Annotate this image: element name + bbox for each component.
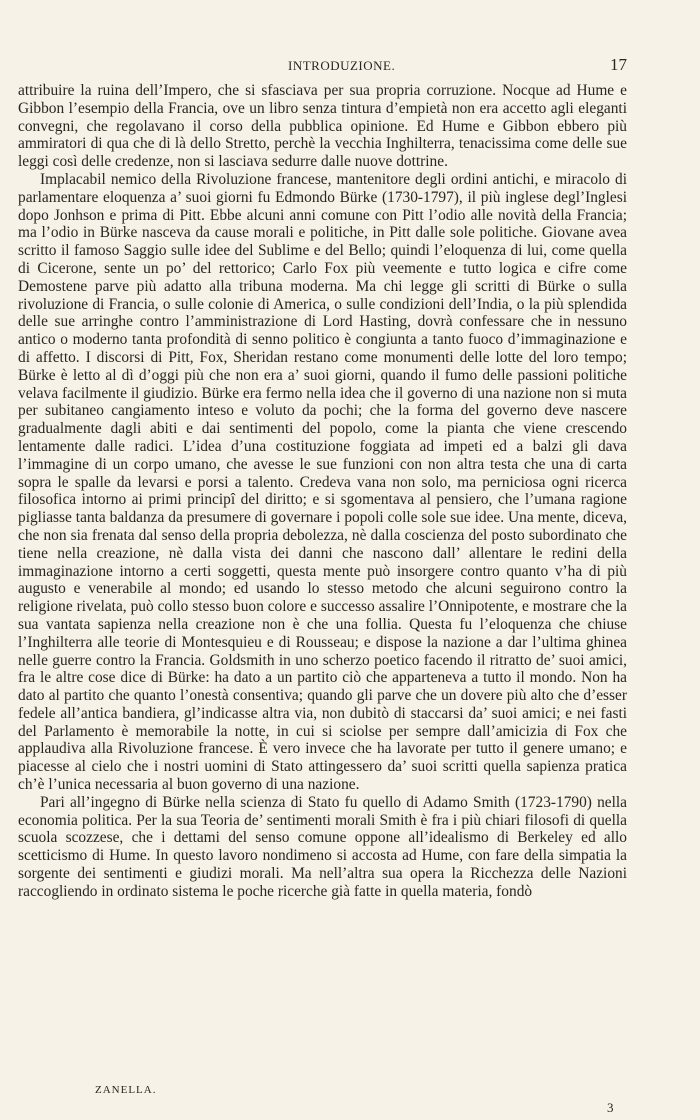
page-footer	[18, 1080, 664, 1120]
running-title: INTRODUZIONE.	[288, 58, 396, 73]
signature-mark: 3	[607, 1100, 614, 1115]
body-text	[18, 82, 627, 901]
paragraph-1: attribuire la ruina dell’Impero, che si sfasciava per sua propria corruzione. Nocque ad Hume e Gibbon l’esempio della Francia, ove un libro senza tintura d’empietà non era accetto agli eleganti convegni, che regolavano il corso della pubblica opinione. Ed Hume e Gibbon ebbero più ammiratori di qua che di là dello Stretto, perchè la vecchia Inghilterra, tenacissima come delle sue leggi così delle credenze, non si lasciava sedurre dalle nuove dottrine.	[18, 82, 627, 171]
page-number: 17	[610, 55, 627, 74]
page-header	[18, 52, 664, 76]
signature: ZANELLA.	[95, 1084, 157, 1096]
paragraph-3: Pari all’ingegno di Bürke nella scienza di Stato fu quello di Adamo Smith (1723-1790) nella economia politica. Per la sua Teoria de’ sentimenti morali Smith è fra i più chiari filosofi di quella scuola scozzese, che i dettami del senso comune oppone all’idealismo di Berkeley ed allo scetticismo di Hume. In questo lavoro nondimeno si accosta ad Hume, con fare della simpatia la sorgente dei sentimenti e giudizi morali. Ma nell’altra sua opera la Ricchezza delle Nazioni raccogliendo in ordinato sistema le poche ricerche già fatte in quella materia, fondò	[18, 793, 627, 900]
paragraph-2: Implacabil nemico della Rivoluzione francese, mantenitore degli ordini antichi, e miracolo di parlamentare eloquenza a’ suoi giorni fu Edmondo Bürke (1730-1797), il più inglese degl’Inglesi dopo Jonhson e prima di Pitt. Ebbe alcuni anni comune con Pitt l’odio alle novità della Francia; ma l’odio in Bürke nasceva da cause morali e politiche, in Pitt dalle sole politiche. Giovane avea scritto il famoso Saggio sulle idee del Sublime e del Bello; quindi l’eloquenza di lui, come quella di Cicerone, sente un po’ del rettorico; Carlo Fox più veemente e tutto logica e cifre come Demostene parve più adatto alla tribuna moderna. Ma chi legge gli scritti di Bürke o sulla rivoluzione di Francia, o sulle colonie di America, o sulle condizioni dell’India, o la più splendida delle sue arringhe contro l’amministrazione di Lord Hasting, dovrà confessare che in nessuno antico o moderno tanta profondità di senno politico è congiunta a tanto fuoco d’immaginazione e di affetto. I discorsi di Pitt, Fox, Sheridan restano come monumenti delle lotte del loro tempo; Bürke è letto al dì d’oggi più che non era a’ suoi giorni, quando il fumo delle passioni politiche velava facilmente il giudizio. Bürke era fermo nella idea che il governo di una nazione non si muta per subitaneo cangiamento inteso e voluto da pochi; che la forma del governo deve nascere gradualmente dagli abiti e dai sentimenti del popolo, come la pianta che viene crescendo lentamente dalle radici. L’idea d’una costituzione foggiata ad impeti ed a balzi gli dava l’immagine di un corpo umano, che avesse le sue funzioni con non altra testa che una di carta sopra le spalle da levarsi e porsi a talento. Credeva vana non solo, ma perniciosa ogni ricerca filosofica intorno ai primi principî del diritto; e si sgomentava al pensiero, che l’umana ragione pigliasse tanta baldanza da presumere di governare i popoli colle sole sue idee. Una mente, diceva, che non sia frenata dal senso della propria debolezza, nè dalla coscienza del posto subordinato che tiene nella creazione, nè dalla vista dei danni che nascono dall’ allentare le redini della immaginazione intorno a certi soggetti, questa mente può insorgere contro quanto v’ha di più augusto e venerabile al mondo; ed usando lo stesso metodo che alcuni seguirono contro la religione rivelata, può collo stesso buon colore e successo assalire l’Onnipotente, e mostrare che la sua vantata sapienza nella creazione non è che una follia. Questa fu l’eloquenza che chiuse l’Inghilterra alle teorie di Montesquieu e di Rousseau; e dispose la nazione a dar l’ultima ghinea nelle guerre contro la Francia. Goldsmith in uno scherzo poetico facendo il ritratto de’ suoi amici, fra le altre cose dice di Bürke: ha dato a un partito ciò che apparteneva a tutto il mondo. Non ha dato al partito che quanto l’onestà consentiva; quando gli parve che un dovere più alto che d’esser fedele all’antica bandiera, gl’indicasse altra via, non dubitò di staccarsi da’ suoi amici; e nei fasti del Parlamento è memorabile la notte, in cui si sciolse per sempre dall’amicizia di Fox che applaudiva alla Rivoluzione francese. È vero invece che ha lavorate per tutto il genere umano; e piacesse al cielo che i nostri uomini di Stato attingessero da’ suoi scritti quella sapienza pratica ch’è l’unica necessaria al buon governo di una nazione.	[18, 170, 627, 794]
